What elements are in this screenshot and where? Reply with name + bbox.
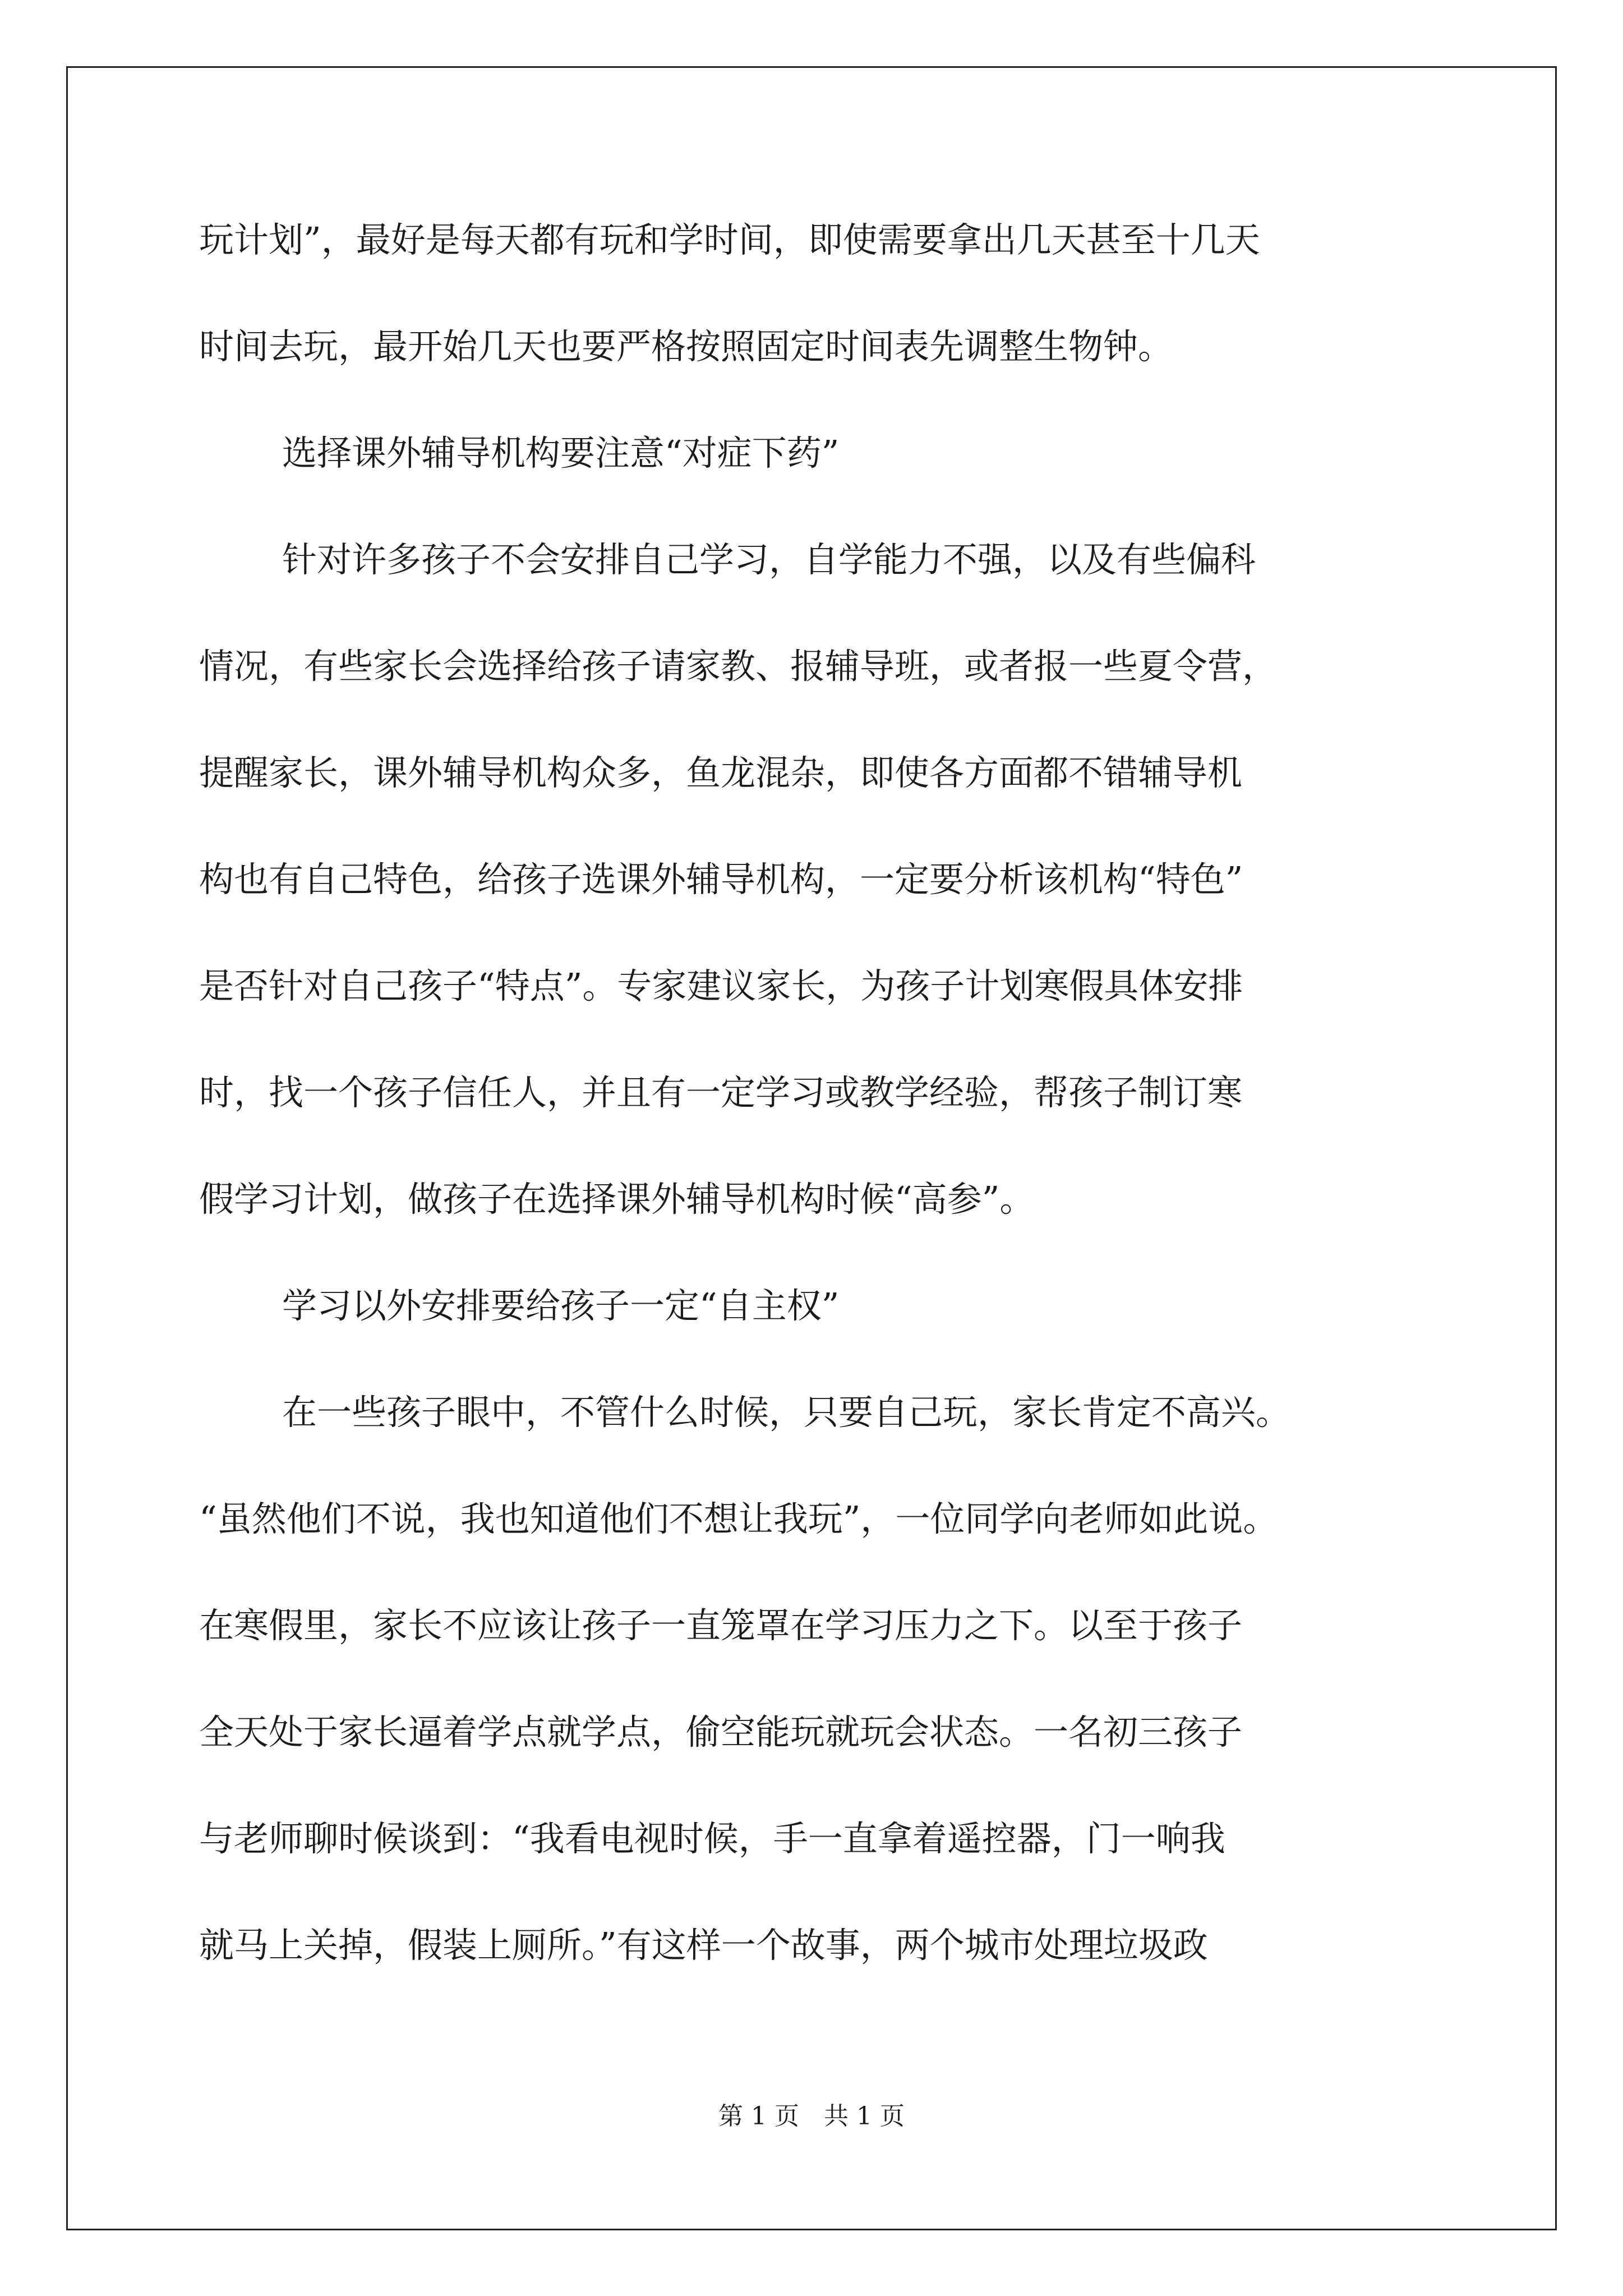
section-heading: 选择课外辅导机构要注意“对症下药” — [282, 432, 840, 473]
text-line: 时间去玩，最开始几天也要严格按照固定时间表先调整生物钟。 — [199, 326, 1173, 367]
section-heading: 学习以外安排要给孩子一定“自主权” — [282, 1285, 840, 1326]
page-number-footer: 第 1 页 共 1 页 — [718, 2102, 905, 2131]
text-line: 全天处于家长逼着学点就学点，偷空能玩就玩会状态。一名初三孩子 — [199, 1711, 1243, 1752]
text-line: 玩计划”，最好是每天都有玩和学时间，即使需要拿出几天甚至十几天 — [199, 219, 1260, 260]
text-line: 时，找一个孩子信任人，并且有一定学习或教学经验，帮孩子制订寒 — [199, 1072, 1243, 1113]
text-line: 针对许多孩子不会安排自己学习，自学能力不强，以及有些偏科 — [282, 539, 1256, 580]
text-line: 是否针对自己孩子“特点”。专家建议家长，为孩子计划寒假具体安排 — [199, 965, 1243, 1006]
text-line: 与老师聊时候谈到：“我看电视时候，手一直拿着遥控器，门一响我 — [199, 1818, 1225, 1859]
text-line: 构也有自己特色，给孩子选课外辅导机构，一定要分析该机构“特色” — [199, 859, 1243, 900]
text-line: 在寒假里，家长不应该让孩子一直笼罩在学习压力之下。以至于孩子 — [199, 1605, 1243, 1646]
text-line: 在一些孩子眼中，不管什么时候，只要自己玩，家长肯定不高兴。 — [282, 1392, 1291, 1433]
text-line: 假学习计划，做孩子在选择课外辅导机构时候“高参”。 — [199, 1179, 1035, 1220]
text-line: 情况，有些家长会选择给孩子请家教、报辅导班，或者报一些夏令营， — [199, 646, 1278, 687]
text-line: 提醒家长，课外辅导机构众多，鱼龙混杂，即使各方面都不错辅导机 — [199, 752, 1243, 793]
text-line: 就马上关掉，假装上厕所。”有这样一个故事，两个城市处理垃圾政 — [199, 1925, 1208, 1966]
text-line: “虽然他们不说，我也知道他们不想让我玩”，一位同学向老师如此说。 — [199, 1498, 1278, 1539]
document-body — [199, 218, 1427, 2030]
